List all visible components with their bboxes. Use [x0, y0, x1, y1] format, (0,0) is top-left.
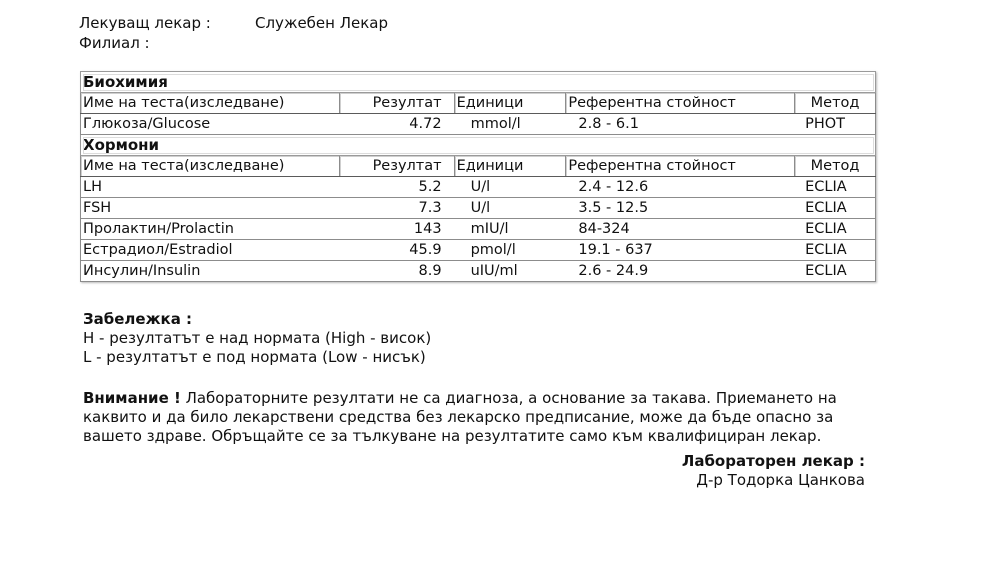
test-reference: 2.4 - 12.6	[566, 177, 795, 198]
test-name: Естрадиол/Estradiol	[81, 240, 340, 261]
test-reference: 3.5 - 12.5	[566, 198, 795, 219]
test-method: ECLIA	[795, 261, 876, 282]
note-low: L - резултатът е под нормата (Low - нисък)	[83, 348, 426, 366]
test-units: uIU/ml	[454, 261, 566, 282]
col-units: Единици	[454, 93, 566, 114]
doctor-value: Служебен Лекар	[255, 14, 389, 32]
test-method: ECLIA	[795, 219, 876, 240]
test-name: FSH	[81, 198, 340, 219]
section-title: Хормони	[81, 135, 876, 156]
section-header	[81, 72, 876, 93]
col-units: Единици	[454, 156, 566, 177]
table-row	[81, 261, 876, 282]
test-units: mIU/l	[454, 219, 566, 240]
test-method: PHOT	[795, 114, 876, 135]
table-row	[81, 240, 876, 261]
test-units: mmol/l	[454, 114, 566, 135]
col-result: Резултат	[339, 156, 454, 177]
test-units: U/l	[454, 198, 566, 219]
results-table	[80, 71, 876, 282]
warning-text-1: Лабораторните резултати не са диагноза, а основание за такава. Приемането на	[180, 389, 837, 407]
note-high: H - резултатът е над нормата (High - висок)	[83, 329, 432, 347]
col-test: Име на теста(изследване)	[81, 93, 340, 114]
test-result: 45.9	[339, 240, 454, 261]
table-row	[81, 198, 876, 219]
test-units: pmol/l	[454, 240, 566, 261]
test-result: 5.2	[339, 177, 454, 198]
test-reference: 2.6 - 24.9	[566, 261, 795, 282]
test-reference: 19.1 - 637	[566, 240, 795, 261]
test-reference: 2.8 - 6.1	[566, 114, 795, 135]
col-test: Име на теста(изследване)	[81, 156, 340, 177]
doctor-label: Лекуващ лекар :	[79, 14, 211, 32]
col-method: Метод	[795, 93, 876, 114]
col-method: Метод	[795, 156, 876, 177]
section-title: Биохимия	[81, 72, 876, 93]
col-reference: Референтна стойност	[566, 156, 795, 177]
warning-line-3: вашето здраве. Обръщайте се за тълкуване на резултатите само към квалифициран лекар.	[83, 427, 822, 445]
test-result: 8.9	[339, 261, 454, 282]
test-method: ECLIA	[795, 198, 876, 219]
table-row	[81, 219, 876, 240]
col-reference: Референтна стойност	[566, 93, 795, 114]
test-name: LH	[81, 177, 340, 198]
test-name: Инсулин/Insulin	[81, 261, 340, 282]
signature-label: Лабораторен лекар :	[681, 452, 865, 470]
test-method: ECLIA	[795, 177, 876, 198]
branch-label: Филиал :	[79, 34, 150, 52]
warning-label: Внимание !	[83, 389, 181, 407]
col-result: Резултат	[339, 93, 454, 114]
test-reference: 84-324	[566, 219, 795, 240]
test-units: U/l	[454, 177, 566, 198]
column-header-row	[81, 93, 876, 114]
warning-line-1	[83, 389, 837, 407]
test-result: 7.3	[339, 198, 454, 219]
signature-name: Д-р Тодорка Цанкова	[696, 471, 865, 489]
test-name: Глюкоза/Glucose	[81, 114, 340, 135]
warning-line-2: каквито и да било лекарствени средства без лекарско предписание, може да бъде опасно за	[83, 408, 834, 426]
test-result: 143	[339, 219, 454, 240]
section-header	[81, 135, 876, 156]
table-row	[81, 177, 876, 198]
test-method: ECLIA	[795, 240, 876, 261]
test-result: 4.72	[339, 114, 454, 135]
table-row	[81, 114, 876, 135]
column-header-row	[81, 156, 876, 177]
note-title: Забележка :	[83, 310, 193, 328]
test-name: Пролактин/Prolactin	[81, 219, 340, 240]
